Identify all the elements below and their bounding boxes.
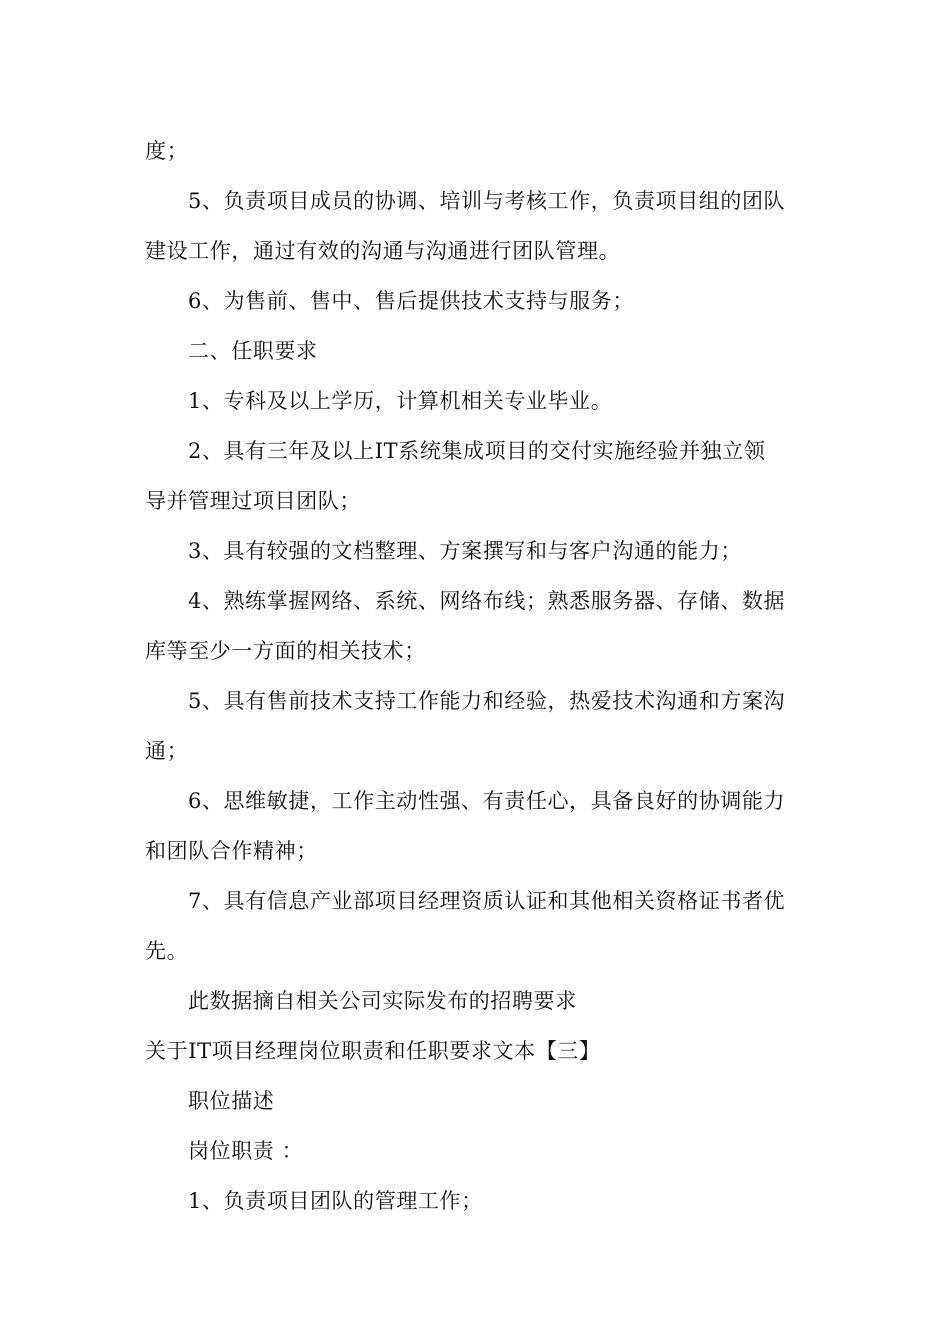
text-line: 5、负责项目成员的协调、培训与考核工作，负责项目组的团队 — [188, 189, 786, 213]
text-line: 7、具有信息产业部项目经理资质认证和其他相关资格证书者优 — [188, 889, 786, 913]
section-heading: 二、任职要求 — [188, 339, 318, 363]
text-line: 建设工作，通过有效的沟通与沟通进行团队管理。 — [145, 239, 621, 263]
text-line: 5、具有售前技术支持工作能力和经验，热爱技术沟通和方案沟 — [188, 689, 786, 713]
text-line: 1、负责项目团队的管理工作； — [188, 1189, 483, 1213]
document-heading: 关于IT项目经理岗位职责和任职要求文本【三】 — [145, 1039, 601, 1063]
text-line: 4、熟练掌握网络、系统、网络布线；熟悉服务器、存储、数据 — [188, 589, 786, 613]
text-line: 先。 — [145, 939, 189, 963]
text-line: 6、思维敏捷，工作主动性强、有责任心，具备良好的协调能力 — [188, 789, 786, 813]
text-line: 2、具有三年及以上IT系统集成项目的交付实施经验并独立领 — [188, 439, 766, 463]
text-line: 库等至少一方面的相关技术； — [145, 639, 426, 663]
section-heading: 职位描述 — [188, 1089, 275, 1113]
text-line: 3、具有较强的文档整理、方案撰写和与客户沟通的能力； — [188, 539, 742, 563]
text-line: 和团队合作精神； — [145, 839, 318, 863]
text-line: 通； — [145, 739, 189, 763]
text-line: 度； — [145, 139, 189, 163]
text-line: 此数据摘自相关公司实际发布的招聘要求 — [188, 989, 577, 1013]
text-line: 1、专科及以上学历，计算机相关专业毕业。 — [188, 389, 613, 413]
text-line: 导并管理过项目团队； — [145, 489, 361, 513]
section-heading: 岗位职责 ： — [188, 1139, 304, 1163]
text-line: 6、为售前、售中、售后提供技术支持与服务； — [188, 289, 634, 313]
